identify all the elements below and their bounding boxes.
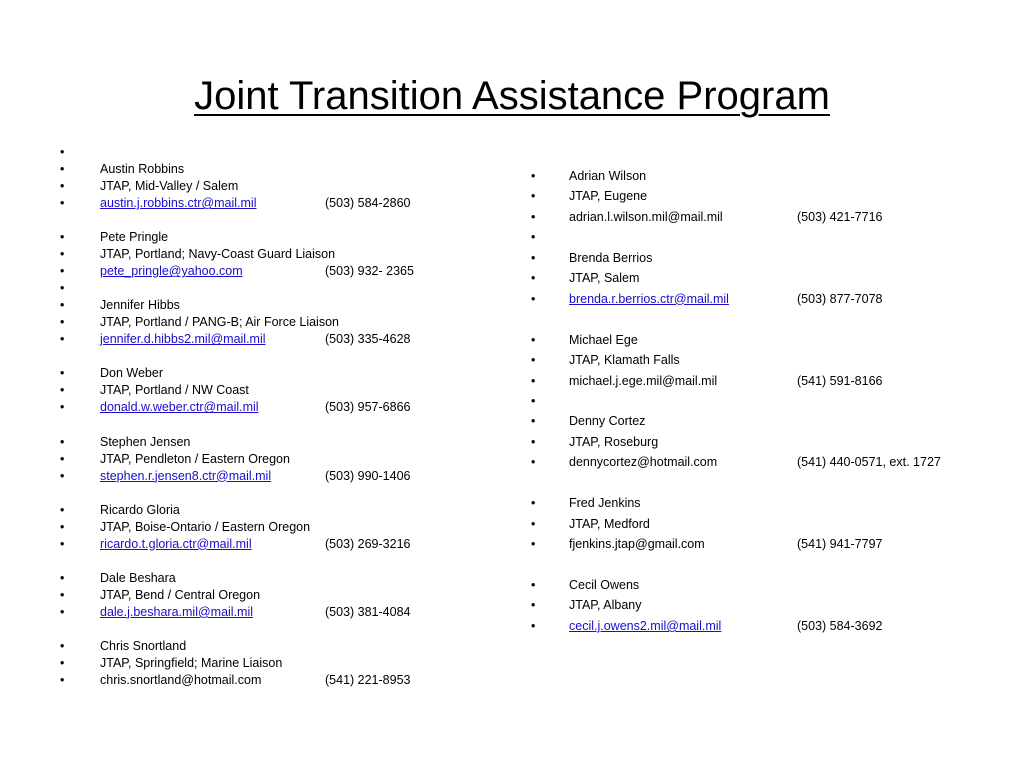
contact-role-row bbox=[0, 351, 1024, 369]
contact-email-row bbox=[0, 208, 1024, 226]
bullet-icon: • bbox=[531, 618, 536, 633]
bullet-icon: • bbox=[531, 250, 536, 265]
empty-bullet-row bbox=[0, 228, 1024, 246]
bullet-icon: • bbox=[531, 230, 536, 245]
contact-email-row bbox=[0, 671, 1024, 689]
contact-phone: (503) 877-7078 bbox=[797, 291, 883, 306]
contact-role: JTAP, Portland; Navy-Coast Guard Liaison bbox=[100, 247, 336, 262]
bullet-icon: • bbox=[60, 366, 65, 381]
contact-email-link[interactable]: dale.j.beshara.mil@mail.mil bbox=[100, 604, 254, 619]
contact-phone: (541) 591-8166 bbox=[797, 373, 883, 388]
contact-phone: (503) 269-3216 bbox=[325, 536, 411, 551]
bullet-icon: • bbox=[60, 570, 65, 585]
contact-email-link[interactable]: brenda.r.berrios.ctr@mail.mil bbox=[569, 291, 729, 306]
contact-name: Fred Jenkins bbox=[569, 496, 641, 511]
empty-bullet-row bbox=[0, 392, 1024, 410]
bullet-icon: • bbox=[60, 451, 65, 466]
contact-phone: (503) 381-4084 bbox=[325, 604, 411, 619]
contact-phone: (541) 440-0571, ext. 1727 bbox=[797, 455, 941, 470]
bullet-icon: • bbox=[60, 587, 65, 602]
contact-name: Austin Robbins bbox=[100, 162, 185, 177]
contact-role: JTAP, Portland / PANG-B; Air Force Liaison bbox=[100, 315, 339, 330]
bullet-icon: • bbox=[60, 196, 65, 211]
contact-email-link[interactable]: cecil.j.owens2.mil@mail.mil bbox=[569, 618, 722, 633]
bullet-icon: • bbox=[531, 537, 536, 552]
bullet-icon: • bbox=[60, 502, 65, 517]
contact-phone: (503) 584-2860 bbox=[325, 196, 411, 211]
bullet-icon: • bbox=[60, 638, 65, 653]
bullet-icon: • bbox=[531, 434, 536, 449]
bullet-icon: • bbox=[60, 434, 65, 449]
bullet-icon: • bbox=[60, 519, 65, 534]
contact-role-row bbox=[0, 515, 1024, 533]
contact-name: Chris Snortland bbox=[100, 638, 187, 653]
bullet-icon: • bbox=[531, 516, 536, 531]
contact-role: JTAP, Salem bbox=[569, 271, 640, 286]
contact-role-row bbox=[0, 187, 1024, 205]
contact-name: Stephen Jensen bbox=[100, 434, 191, 449]
contact-role-row bbox=[0, 654, 1024, 672]
contact-email: fjenkins.jtap@gmail.com bbox=[569, 537, 705, 552]
bullet-icon: • bbox=[531, 353, 536, 368]
contact-role: JTAP, Albany bbox=[569, 598, 642, 613]
contact-name: Don Weber bbox=[100, 366, 163, 381]
bullet-icon: • bbox=[531, 271, 536, 286]
bullet-icon: • bbox=[60, 536, 65, 551]
contact-role: JTAP, Boise-Ontario / Eastern Oregon bbox=[100, 519, 311, 534]
contact-email-row bbox=[0, 617, 1024, 635]
contact-name-row bbox=[0, 412, 1024, 430]
contact-role: JTAP, Portland / NW Coast bbox=[100, 383, 249, 398]
contact-phone: (503) 990-1406 bbox=[325, 468, 411, 483]
contact-name: Brenda Berrios bbox=[569, 250, 653, 265]
contact-name: Denny Cortez bbox=[569, 414, 646, 429]
bullet-icon: • bbox=[60, 655, 65, 670]
bullet-icon: • bbox=[60, 247, 65, 262]
contact-role: JTAP, Pendleton / Eastern Oregon bbox=[100, 451, 290, 466]
contact-role: JTAP, Eugene bbox=[569, 189, 648, 204]
bullet-icon: • bbox=[60, 315, 65, 330]
bullet-icon: • bbox=[60, 145, 65, 159]
contact-name: Adrian Wilson bbox=[569, 169, 647, 183]
bullet-icon: • bbox=[60, 162, 65, 177]
contact-phone: (503) 932- 2365 bbox=[325, 264, 414, 279]
bullet-icon: • bbox=[531, 414, 536, 429]
contact-name: Ricardo Gloria bbox=[100, 502, 180, 517]
contact-name: Dale Beshara bbox=[100, 570, 176, 585]
bullet-icon: • bbox=[60, 281, 65, 296]
contact-role: JTAP, Medford bbox=[569, 516, 650, 531]
bullet-icon: • bbox=[60, 468, 65, 483]
contact-email-link[interactable]: pete_pringle@yahoo.com bbox=[100, 264, 243, 279]
bullet-icon: • bbox=[531, 455, 536, 470]
contact-name-row bbox=[0, 494, 1024, 512]
bullet-icon: • bbox=[60, 400, 65, 415]
bullet-icon: • bbox=[531, 598, 536, 613]
contact-email-link[interactable]: austin.j.robbins.ctr@mail.mil bbox=[100, 196, 257, 211]
bullet-icon: • bbox=[60, 179, 65, 194]
bullet-icon: • bbox=[60, 298, 65, 313]
bullet-icon: • bbox=[531, 291, 536, 306]
bullet-icon: • bbox=[60, 672, 65, 687]
contact-name: Pete Pringle bbox=[100, 230, 169, 245]
contact-email-row bbox=[0, 290, 1024, 308]
contact-email: adrian.l.wilson.mil@mail.mil bbox=[569, 209, 723, 224]
contact-phone: (503) 335-4628 bbox=[325, 332, 411, 347]
contact-email-link[interactable]: ricardo.t.gloria.ctr@mail.mil bbox=[100, 536, 252, 551]
contact-name-row bbox=[0, 249, 1024, 267]
contact-role-row bbox=[0, 313, 1024, 331]
contact-phone: (503) 584-3692 bbox=[797, 618, 883, 633]
bullet-icon: • bbox=[531, 496, 536, 511]
contact-email-row bbox=[0, 372, 1024, 390]
bullet-icon: • bbox=[60, 332, 65, 347]
contact-email-link[interactable]: donald.w.weber.ctr@mail.mil bbox=[100, 400, 259, 415]
contact-role: JTAP, Mid-Valley / Salem bbox=[100, 179, 239, 194]
contact-email: dennycortez@hotmail.com bbox=[569, 455, 718, 470]
contact-name-row bbox=[0, 331, 1024, 349]
bullet-icon: • bbox=[531, 373, 536, 388]
contact-name-row bbox=[0, 637, 1024, 655]
contact-phone: (503) 957-6866 bbox=[325, 400, 411, 415]
contact-name: Jennifer Hibbs bbox=[100, 298, 180, 313]
bullet-icon: • bbox=[531, 189, 536, 204]
bullet-icon: • bbox=[531, 393, 536, 408]
bullet-icon: • bbox=[531, 169, 536, 183]
contact-role: JTAP, Bend / Central Oregon bbox=[100, 587, 261, 602]
contact-name-row bbox=[0, 576, 1024, 594]
contact-name: Michael Ege bbox=[569, 332, 638, 347]
bullet-icon: • bbox=[60, 383, 65, 398]
bullet-icon: • bbox=[60, 264, 65, 279]
bullet-icon: • bbox=[531, 578, 536, 592]
bullet-icon: • bbox=[531, 332, 536, 347]
contact-role: JTAP, Roseburg bbox=[569, 434, 659, 449]
contact-email-row bbox=[0, 535, 1024, 553]
empty-bullet-row bbox=[0, 143, 1024, 161]
bullet-icon: • bbox=[531, 209, 536, 224]
contact-role-row bbox=[0, 433, 1024, 451]
contact-name: Cecil Owens bbox=[569, 578, 640, 592]
bullet-icon: • bbox=[60, 230, 65, 245]
contact-phone: (541) 221-8953 bbox=[325, 672, 411, 687]
contact-name-row bbox=[0, 167, 1024, 185]
contact-email-link[interactable]: jennifer.d.hibbs2.mil@mail.mil bbox=[100, 332, 266, 347]
contact-phone: (503) 421-7716 bbox=[797, 209, 883, 224]
contact-email-link[interactable]: stephen.r.jensen8.ctr@mail.mil bbox=[100, 468, 272, 483]
contact-email: chris.snortland@hotmail.com bbox=[100, 672, 262, 687]
contact-role: JTAP, Springfield; Marine Liaison bbox=[100, 655, 283, 670]
contact-email-row bbox=[0, 453, 1024, 471]
contact-role: JTAP, Klamath Falls bbox=[569, 353, 680, 368]
contact-email: michael.j.ege.mil@mail.mil bbox=[569, 373, 718, 388]
bullet-icon: • bbox=[60, 604, 65, 619]
slide-title: Joint Transition Assistance Program bbox=[194, 74, 830, 118]
contact-phone: (541) 941-7797 bbox=[797, 537, 883, 552]
contact-role-row bbox=[0, 269, 1024, 287]
contact-role-row bbox=[0, 596, 1024, 614]
